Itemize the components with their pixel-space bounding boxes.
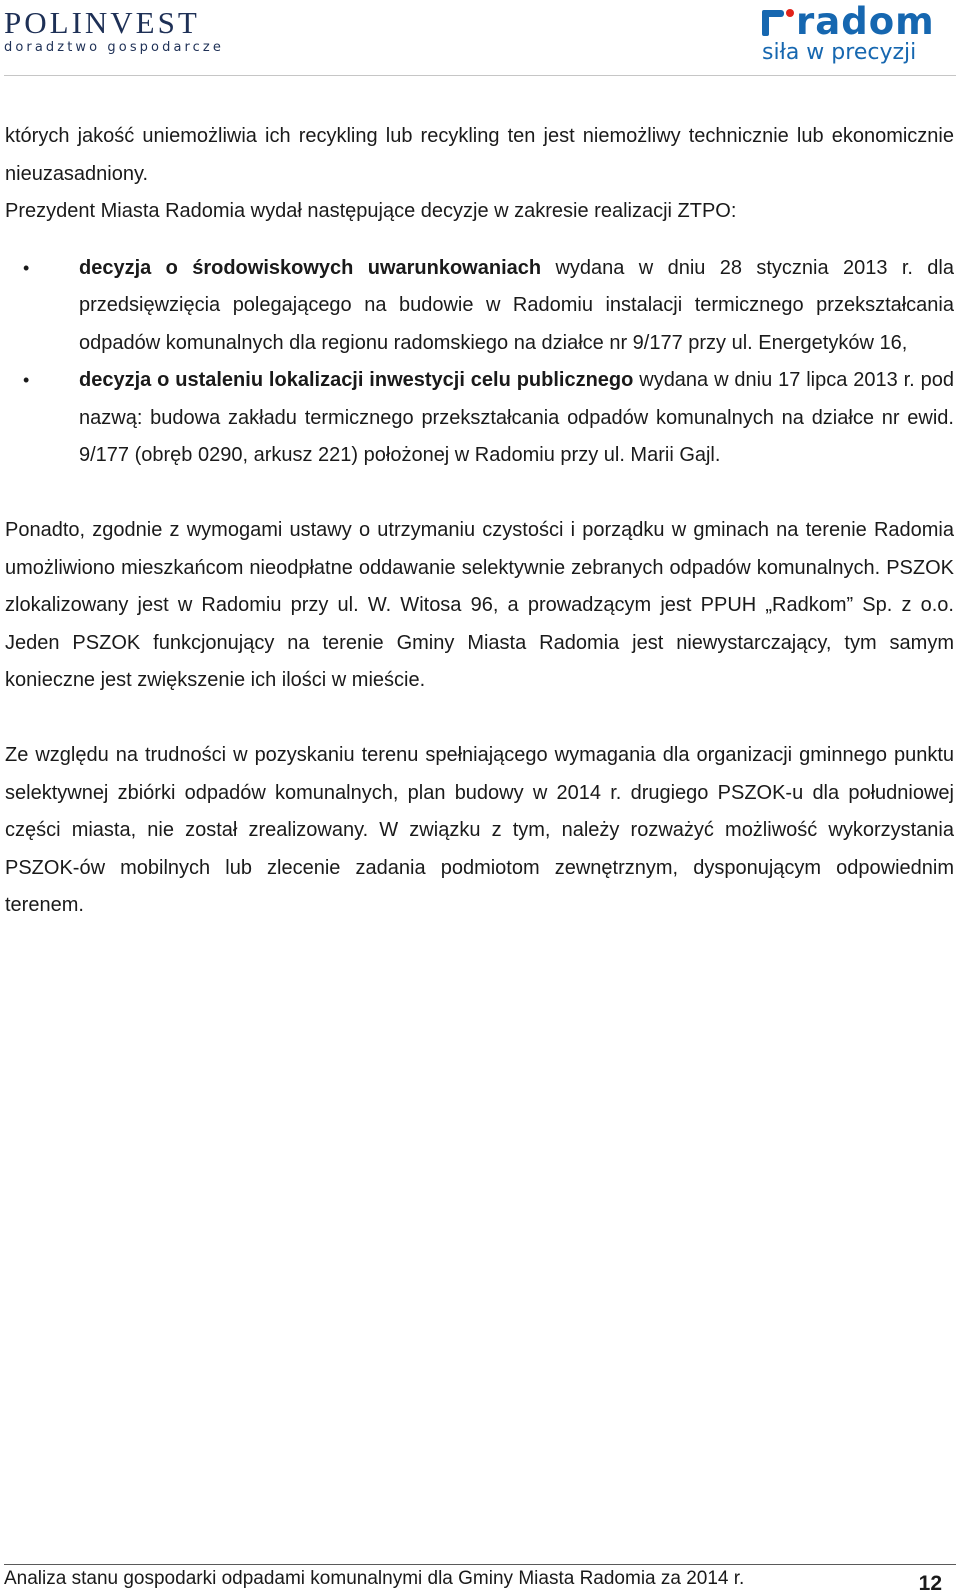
paragraph-continuation: których jakość uniemożliwia ich recykling lub recykling ten jest niemożliwy technicznie lub ekonomicznie nieuzasadniony. xyxy=(5,125,954,185)
document-body xyxy=(5,118,954,925)
paragraph-decisions-intro: Prezydent Miasta Radomia wydał następujące decyzje w zakresie realizacji ZTPO: xyxy=(5,200,737,222)
paragraph-spacer xyxy=(5,700,954,738)
header-divider xyxy=(4,75,956,76)
radom-logo xyxy=(758,2,958,68)
polinvest-logo-tagline: doradztwo gospodarcze xyxy=(4,40,224,55)
decision-title: decyzja o ustaleniu lokalizacji inwestycji celu publicznego xyxy=(79,369,634,391)
paragraph-spacer xyxy=(5,475,954,513)
paragraph-pszok-plans: Ze względu na trudności w pozyskaniu terenu spełniającego wymagania dla organizacji gminnego punktu selektywnej zbiórki odpadów komunalnych, plan budowy w 2014 r. drugiego PSZOK-u dla południowej części miasta, nie został zrealizowany. W związku z tym, należy rozważyć możliwość wykorzystania PSZOK-ów mobilnych lub zlecenie zadania podmiotom zewnętrznym, dysponującym odpowiednim terenem. xyxy=(5,744,954,916)
decision-title: decyzja o środowiskowych uwarunkowaniach xyxy=(79,256,542,279)
decisions-list xyxy=(5,250,954,475)
footer-divider xyxy=(4,1564,956,1565)
radom-logo-mark-icon xyxy=(758,2,798,42)
list-item xyxy=(5,250,954,363)
paragraph-pszok: Ponadto, zgodnie z wymogami ustawy o utrzymaniu czystości i porządku w gminach na terenie Radomia umożliwiono mieszkańcom nieodpłatne oddawanie selektywnie zebranych odpadów komunalnych. PSZOK zlokalizowany jest w Radomiu przy ul. W. Witosa 96, a prowadzącym jest PPUH „Radkom” Sp. z o.o. Jeden PSZOK funkcjonujący na terenie Gminy Miasta Radomia jest niewystarczający, tym samym konieczne jest zwiększenie ich ilości w mieście. xyxy=(5,519,954,691)
list-item xyxy=(5,362,954,475)
page-number: 12 xyxy=(918,1572,942,1595)
radom-logo-wordmark: radom xyxy=(796,0,935,43)
footer-title: Analiza stanu gospodarki odpadami komunalnymi dla Gminy Miasta Radomia za 2014 r. xyxy=(4,1568,745,1589)
radom-logo-slogan: siła w precyzji xyxy=(762,40,917,65)
bullet-icon: • xyxy=(23,370,30,390)
page-header xyxy=(0,0,960,76)
decision-details: wydana w dniu 17 lipca 2013 r. pod nazwą: budowa zakładu termicznego przekształcania odpadów komunalnych na działce nr ewid. 9/177 (obręb 0290, arkusz 221) położonej w Radomiu przy ul. Marii Gajl. xyxy=(79,369,954,466)
bullet-icon: • xyxy=(23,257,30,278)
polinvest-logo xyxy=(4,5,224,56)
polinvest-logo-brand: POLINVEST xyxy=(4,5,200,40)
decision-details: wydana w dniu 28 stycznia 2013 r. dla przedsięwzięcia polegającego na budowie w Radomiu instalacji termicznego przekształcania odpadów komunalnych dla regionu radomskiego na działce nr 9/177 przy ul. Energetyków 16, xyxy=(79,256,954,354)
